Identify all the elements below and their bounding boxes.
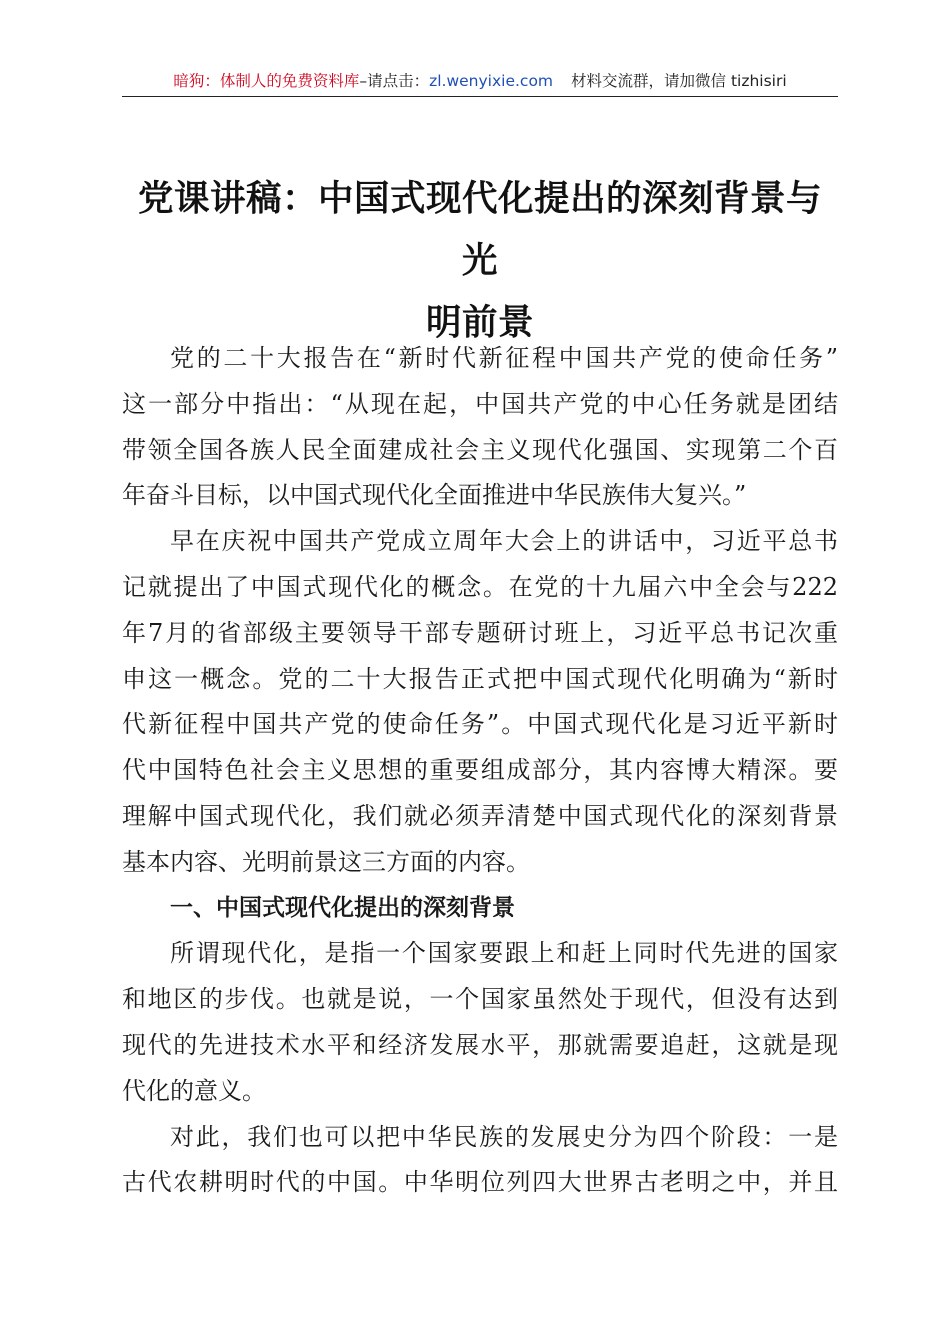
header-divider bbox=[122, 96, 838, 97]
paragraph bbox=[122, 931, 838, 1114]
header-brand: 暗狗：体制人的免费资料库 bbox=[173, 72, 360, 90]
text-line: 这一部分中指出：“从现在起，中国共产党的中心任务就是团结 bbox=[122, 389, 838, 418]
page-header bbox=[122, 66, 838, 96]
text-line: 记就提出了中国式现代化的概念。在党的十九届六中全会与222 bbox=[122, 572, 838, 601]
paragraph bbox=[122, 336, 838, 519]
document-body bbox=[122, 336, 838, 1206]
title-line-2: 明前景 bbox=[425, 302, 534, 343]
header-url-link[interactable]: zl.wenyixie.com bbox=[429, 72, 554, 90]
title-line-1: 党课讲稿：中国式现代化提出的深刻背景与光 bbox=[137, 178, 822, 281]
text-line: 年7月的省部级主要领导干部专题研讨班上，习近平总书记次重 bbox=[122, 618, 838, 647]
text-line: 所谓现代化，是指一个国家要跟上和赶上同时代先进的国家 bbox=[170, 939, 838, 968]
text-line: 党的二十大报告在“新时代新征程中国共产党的使命任务” bbox=[170, 344, 838, 372]
text-line: 现代的先进技术水平和经济发展水平，那就需要追赶，这就是现 bbox=[122, 1030, 838, 1059]
text-line: 早在庆祝中国共产党成立周年大会上的讲话中，习近平总书 bbox=[170, 527, 838, 556]
text-line: 年奋斗目标，以中国式现代化全面推进中华民族伟大复兴。” bbox=[122, 481, 747, 510]
text-line: 带领全国各族人民全面建成社会主义现代化强国、实现第二个百 bbox=[122, 435, 838, 464]
paragraph bbox=[122, 519, 838, 885]
header-click-prefix: –请点击： bbox=[359, 72, 430, 90]
header-contact: 材料交流群，请加微信 tizhisiri bbox=[571, 72, 787, 90]
text-line: 代化的意义。 bbox=[122, 1076, 266, 1105]
document-title bbox=[122, 168, 838, 354]
paragraph bbox=[122, 1115, 838, 1207]
text-line: 申这一概念。党的二十大报告正式把中国式现代化明确为“新时 bbox=[122, 664, 838, 693]
text-line: 代中国特色社会主义思想的重要组成部分，其内容博大精深。要 bbox=[122, 756, 838, 785]
text-line: 和地区的步伐。也就是说，一个国家虽然处于现代，但没有达到 bbox=[122, 985, 838, 1014]
text-line: 代新征程中国共产党的使命任务”。中国式现代化是习近平新时 bbox=[122, 710, 838, 739]
text-line: 对此，我们也可以把中华民族的发展史分为四个阶段：一是 bbox=[170, 1122, 838, 1151]
text-line: 理解中国式现代化，我们就必须弄清楚中国式现代化的深刻背景 bbox=[122, 801, 838, 830]
text-line: 基本内容、光明前景这三方面的内容。 bbox=[122, 847, 530, 876]
section-heading: 一、中国式现代化提出的深刻背景 bbox=[170, 894, 515, 921]
text-line: 古代农耕明时代的中国。中华明位列四大世界古老明之中，并且 bbox=[122, 1168, 838, 1197]
